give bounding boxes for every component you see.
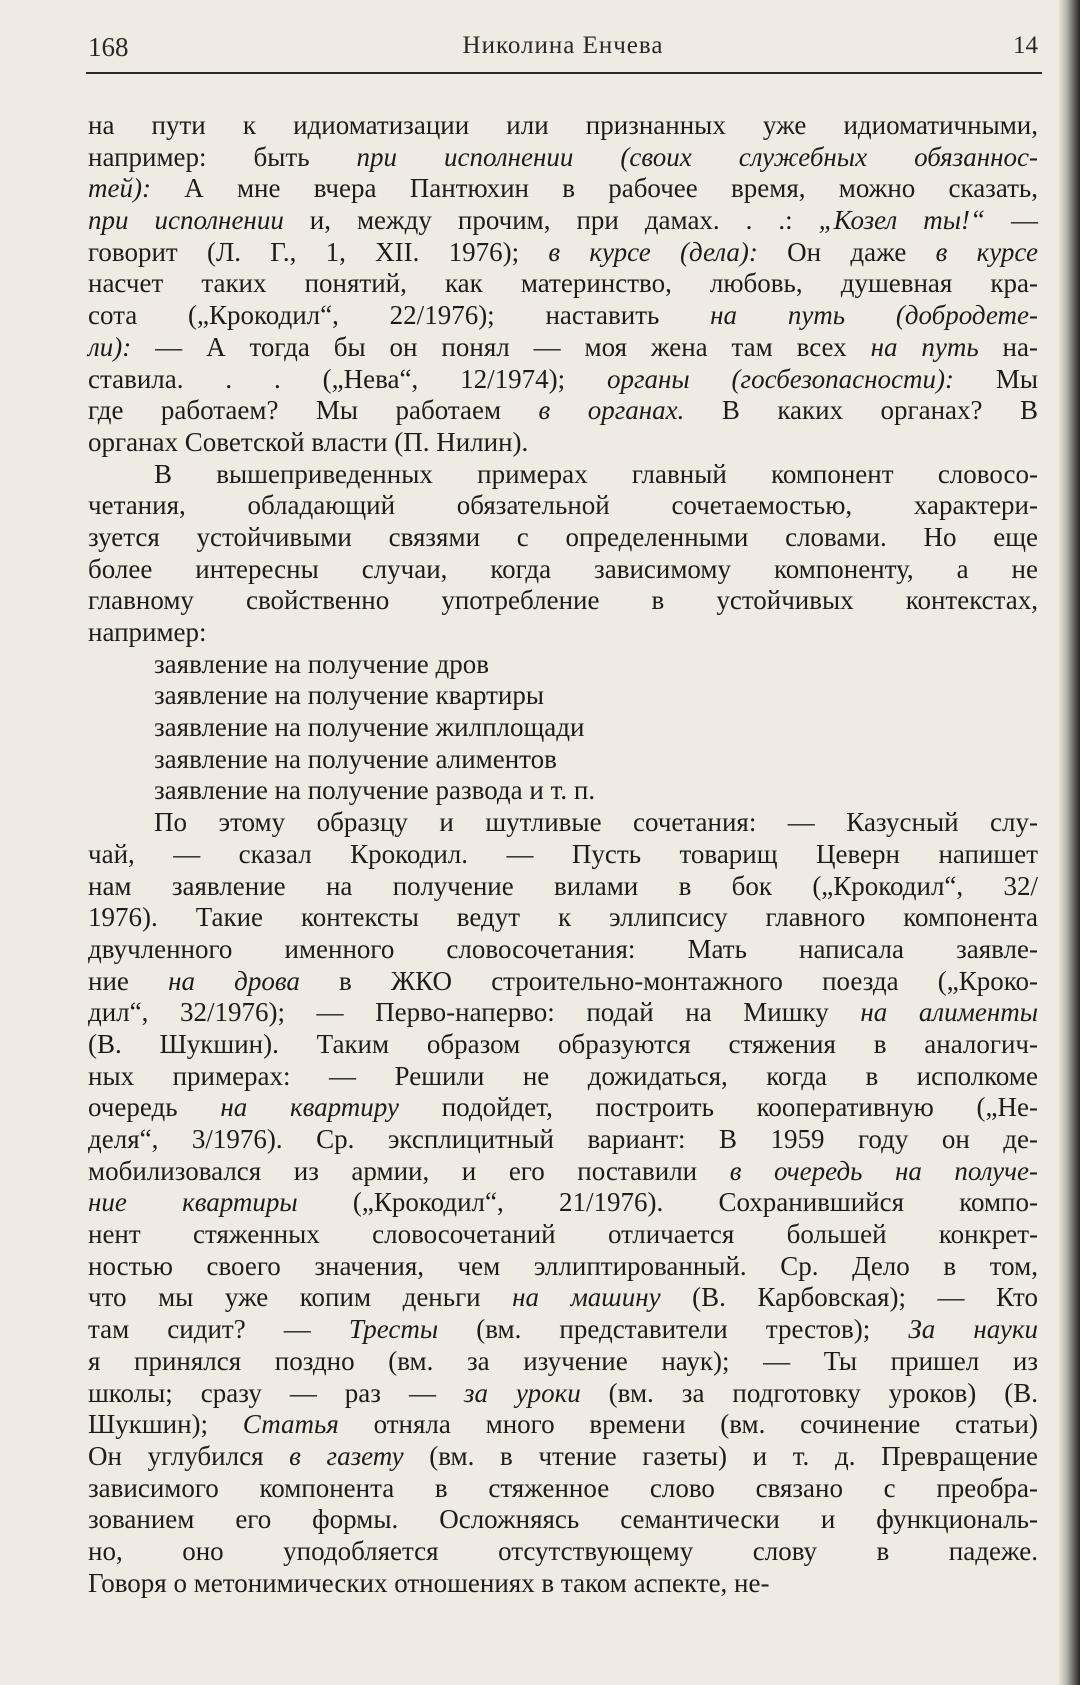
list-item: заявление на получение квартиры	[154, 680, 545, 711]
list-item: заявление на получение развода и т. п.	[154, 775, 596, 806]
body-text	[88, 110, 1038, 1599]
text-line: Говоря о метонимических отношениях в таком аспекте, не-	[88, 1567, 770, 1598]
text-line: органах Советской власти (П. Нилин).	[88, 426, 529, 457]
text-line: ставила. . . („Нева“, 12/1974); органы (госбезопасности): Мы	[88, 363, 1038, 394]
text-line: очередь на квартиру подойдет, построить кооперативную („Не-	[88, 1092, 1038, 1123]
text-line: при исполнении и, между прочим, при дамах. . .: „Козел ты!“ —	[88, 205, 1038, 236]
text-line: где работаем? Мы работаем в органах. В каких органах? В	[88, 395, 1038, 426]
text-line: нам заявление на получение вилами в бок („Крокодил“, 32/	[88, 870, 1038, 901]
text-line: зуется устойчивыми связями с определенными словами. Но еще	[88, 521, 1038, 552]
text-line: ли): — А тогда бы он понял — моя жена там всех на путь на-	[88, 331, 1038, 362]
list-item: заявление на получение дров	[154, 648, 489, 679]
text-line: на пути к идиоматизации или признанных уже идиоматичными,	[88, 110, 1038, 140]
text-line: ние на дрова в ЖКО строительно-монтажного поезда („Кроко-	[88, 965, 1039, 996]
text-line: нент стяженных словосочетаний отличается большей конкрет-	[88, 1219, 1038, 1250]
text-line: (В. Шукшин). Таким образом образуются стяжения в аналогич-	[88, 1028, 1038, 1059]
text-line: я принялся поздно (вм. за изучение наук); — Ты пришел из	[88, 1345, 1038, 1376]
text-line: ностью своего значения, чем эллиптированный. Ср. Дело в том,	[88, 1250, 1038, 1281]
page-number: 168	[88, 32, 129, 62]
text-line: например:	[88, 617, 207, 647]
text-line: зованием его формы. Осложняясь семантически и функциональ-	[88, 1504, 1038, 1535]
text-line: ние квартиры („Крокодил“, 21/1976). Сохранившийся компо-	[88, 1187, 1038, 1218]
running-header	[88, 28, 1038, 72]
text-line: насчет таких понятий, как материнство, любовь, душевная кра-	[88, 268, 1038, 299]
book-spine-shadow	[1058, 0, 1080, 1685]
text-line: но, оно уподобляется отсутствующему слову в падеже.	[88, 1535, 1038, 1566]
text-line: что мы уже копим деньги на машину (В. Карбовская); — Кто	[88, 1282, 1038, 1313]
text-line: сота („Крокодил“, 22/1976); наставить на путь (добродете-	[88, 300, 1038, 331]
section-number: 14	[1013, 32, 1038, 59]
running-head-author: Николина Енчева	[462, 32, 664, 59]
text-line: тей): А мне вчера Пантюхин в рабочее время, можно сказать,	[88, 173, 1038, 204]
text-line: двучленного именного словосочетания: Мать написала заявле-	[88, 933, 1038, 964]
text-line: школы; сразу — раз — за уроки (вм. за подготовку уроков) (В.	[88, 1377, 1038, 1408]
text-line: мобилизовался из армии, и его поставили в очередь на получе-	[88, 1155, 1039, 1186]
text-line: В вышеприведенных примерах главный компонент словосо-	[154, 458, 1038, 489]
text-line: Шукшин); Статья отняла много времени (вм. сочинение статьи)	[88, 1409, 1038, 1440]
text-line: чай, — сказал Крокодил. — Пусть товарищ Цеверн напишет	[88, 838, 1038, 869]
text-line: зависимого компонента в стяженное слово связано с преобра-	[88, 1472, 1038, 1503]
text-line: 1976). Такие контексты ведут к эллипсису главного компонента	[88, 902, 1038, 933]
text-line: дил“, 32/1976); — Перво-наперво: подай на Мишку на алименты	[88, 997, 1039, 1028]
list-item: заявление на получение жилплощади	[154, 712, 585, 743]
text-line: ных примерах: — Решили не дожидаться, когда в исполкоме	[88, 1060, 1038, 1091]
header-rule	[86, 72, 1042, 74]
text-line: например: быть при исполнении (своих служебных обязаннос-	[88, 141, 1038, 172]
text-line: четания, обладающий обязательной сочетаемостью, характери-	[88, 490, 1038, 521]
text-line: главному свойственно употребление в устойчивых контекстах,	[88, 585, 1038, 616]
text-line: По этому образцу и шутливые сочетания: — Казусный слу-	[154, 807, 1038, 838]
text-line: говорит (Л. Г., 1, XII. 1976); в курсе (дела): Он даже в курсе	[88, 236, 1039, 267]
list-item: заявление на получение алиментов	[154, 743, 557, 774]
text-line: Он углубился в газету (вм. в чтение газеты) и т. д. Превращение	[88, 1440, 1038, 1471]
text-line: там сидит? — Тресты (вм. представители трестов); За науки	[88, 1314, 1038, 1345]
text-line: более интересны случаи, когда зависимому компоненту, а не	[88, 553, 1038, 584]
text-line: деля“, 3/1976). Ср. эксплицитный вариант: В 1959 году он де-	[88, 1124, 1038, 1154]
